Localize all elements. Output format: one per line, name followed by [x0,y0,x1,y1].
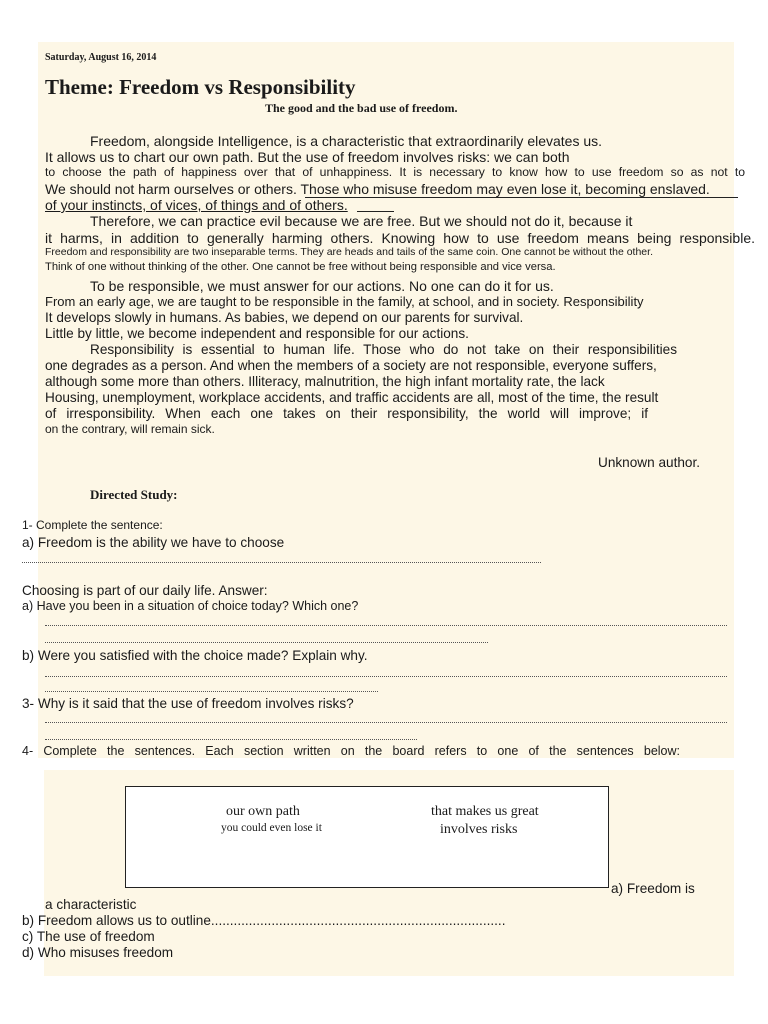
question-1a: a) Freedom is the ability we have to choose [22,535,285,550]
answer-line[interactable] [45,625,727,626]
board-item: that makes us great [431,804,539,819]
essay-line: it harms, in addition to generally harming others. Knowing how to use freedom means being responsible. [45,230,755,246]
essay-line: Freedom and responsibility are two inseparable terms. They are heads and tails of the same coin. One cannot be without the other. [45,246,653,258]
board-item: you could even lose it [221,822,322,834]
essay-line: of your instincts, of vices, of things and of others. [45,197,348,213]
essay-line: We should not harm ourselves or others. Those who misuse freedom may even lose it, becoming enslaved. [45,181,710,197]
completion-d: d) Who misuses freedom [22,945,174,960]
answer-line[interactable] [45,739,417,740]
question-2-intro: Choosing is part of our daily life. Answer: [22,583,268,598]
underline [357,211,394,212]
completion-b: b) Freedom allows us to outline.............................................................................. [22,913,506,928]
board-item: our own path [226,804,300,819]
date-line: Saturday, August 16, 2014 [45,52,157,63]
answer-line[interactable] [45,691,378,692]
board-box [125,786,609,888]
question-2b: b) Were you satisfied with the choice made? Explain why. [22,648,368,663]
essay-line: one degrades as a person. And when the members of a society are not responsible, everyone suffers, [45,358,657,373]
answer-line[interactable] [45,642,488,643]
essay-line: of irresponsibility. When each one takes on their responsibility, the world will improve; if [45,406,648,421]
board-item: involves risks [440,822,518,837]
essay-line: From an early age, we are taught to be responsible in the family, at school, and in society. Responsibility [45,294,644,309]
essay-line: Responsibility is essential to human life. Those who do not take on their responsibilities [90,342,677,357]
page-title: Theme: Freedom vs Responsibility [45,75,356,99]
question-4: 4- Complete the sentences. Each section written on the board refers to one of the sentences below: [22,744,680,758]
author-credit: Unknown author. [598,455,701,470]
essay-line: To be responsible, we must answer for our actions. No one can do it for us. [90,278,554,294]
completion-a-start: a) Freedom is [611,881,695,896]
essay-line: Think of one without thinking of the other. One cannot be free without being responsible and vice versa. [45,261,556,273]
answer-line[interactable] [45,676,727,677]
essay-line: Freedom, alongside Intelligence, is a characteristic that extraordinarily elevates us. [90,133,603,149]
essay-line: on the contrary, will remain sick. [45,422,215,436]
essay-line: to choose the path of happiness over that of unhappiness. It is necessary to know how to use freedom so as not to [45,165,745,179]
answer-line[interactable] [45,722,727,723]
essay-line: Little by little, we become independent and responsible for our actions. [45,326,469,341]
essay-line: It develops slowly in humans. As babies, we depend on our parents for survival. [45,310,524,325]
completion-c: c) The use of freedom [22,929,155,944]
completion-a-end: a characteristic [45,897,137,912]
essay-line: although some more than others. Illiteracy, malnutrition, the high infant mortality rate, the lack [45,374,605,389]
essay-line: Therefore, we can practice evil because we are free. But we should not do it, because it [90,213,633,229]
page-subtitle: The good and the bad use of freedom. [265,101,458,115]
underline [305,197,738,198]
question-2a: a) Have you been in a situation of choice today? Which one? [22,599,359,613]
directed-study-heading: Directed Study: [90,487,178,502]
answer-line[interactable] [22,562,541,563]
essay-line: It allows us to chart our own path. But the use of freedom involves risks: we can both [45,149,570,165]
question-1: 1- Complete the sentence: [22,518,163,532]
essay-line: Housing, unemployment, workplace accidents, and traffic accidents are all, most of the time, the result [45,390,659,405]
question-3: 3- Why is it said that the use of freedom involves risks? [22,696,354,711]
